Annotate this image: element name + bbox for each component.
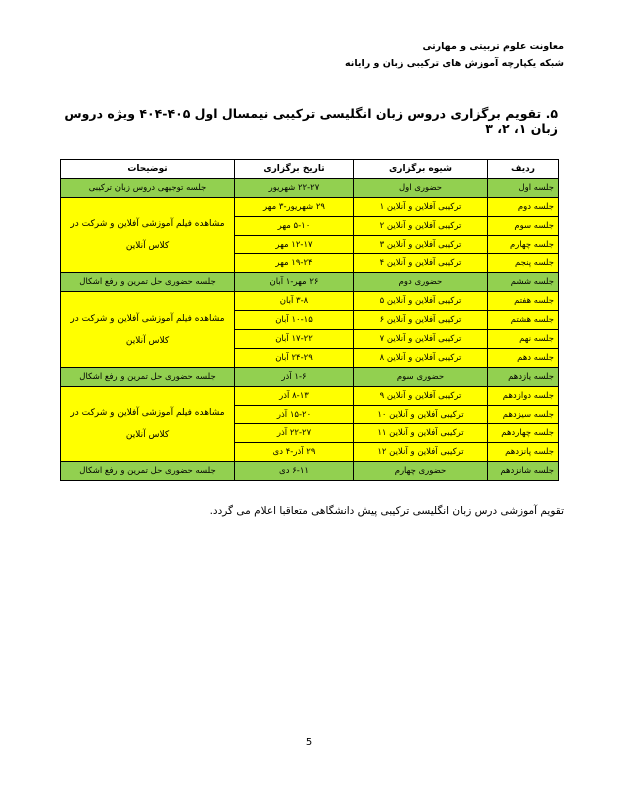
header-line-1: معاونت علوم تربیتی و مهارتی: [422, 41, 564, 52]
session-note: جلسه توجیهی دروس زبان ترکیبی: [61, 178, 235, 197]
session-label: جلسه سوم: [488, 216, 559, 235]
session-method: ترکیبی آفلاین و آنلاین ۱۱: [354, 424, 488, 443]
session-method: ترکیبی آفلاین و آنلاین ۱۲: [354, 443, 488, 462]
session-date: ۸-۱۳ آذر: [235, 386, 354, 405]
session-label: جلسه پنجم: [488, 254, 559, 273]
table-header-row: [61, 160, 559, 179]
table-row: [61, 462, 559, 481]
session-label: جلسه دوم: [488, 197, 559, 216]
table-row: [61, 386, 559, 405]
session-date: ۱۷-۲۲ آبان: [235, 330, 354, 349]
session-label: جلسه ششم: [488, 273, 559, 292]
page-header: [345, 38, 564, 72]
table-row: [61, 178, 559, 197]
session-label: جلسه پانزدهم: [488, 443, 559, 462]
session-label: جلسه سیزدهم: [488, 405, 559, 424]
session-method: ترکیبی آفلاین و آنلاین ۱: [354, 197, 488, 216]
header-row-label: ردیف: [488, 160, 559, 179]
session-method: ترکیبی آفلاین و آنلاین ۶: [354, 311, 488, 330]
header-date: تاریخ برگزاری: [235, 160, 354, 179]
session-date: ۱۹-۲۴ مهر: [235, 254, 354, 273]
session-label: جلسه چهاردهم: [488, 424, 559, 443]
table-row: [61, 197, 559, 216]
session-method: حضوری دوم: [354, 273, 488, 292]
session-date: ۲۲-۲۷ شهریور: [235, 178, 354, 197]
page-number: 5: [305, 737, 313, 748]
session-date: ۱-۶ آذر: [235, 367, 354, 386]
session-date: ۲۴-۲۹ آبان: [235, 348, 354, 367]
session-label: جلسه نهم: [488, 330, 559, 349]
session-method: ترکیبی آفلاین و آنلاین ۱۰: [354, 405, 488, 424]
session-label: جلسه هفتم: [488, 292, 559, 311]
session-method: حضوری چهارم: [354, 462, 488, 481]
session-method: حضوری اول: [354, 178, 488, 197]
section-title: ۵. تقویم برگزاری دروس زبان انگلیسی ترکیبی نیمسال اول ۴۰۵-۴۰۴ ویژه دروس زبان ۱، ۲، ۳: [64, 106, 558, 136]
session-method: ترکیبی آفلاین و آنلاین ۴: [354, 254, 488, 273]
header-notes: توضیحات: [61, 160, 235, 179]
session-note: مشاهده فیلم آموزشی آفلاین و شرکت در کلاس آنلاین: [61, 386, 235, 462]
session-date: ۵-۱۰ مهر: [235, 216, 354, 235]
session-label: جلسه دهم: [488, 348, 559, 367]
session-method: ترکیبی آفلاین و آنلاین ۷: [354, 330, 488, 349]
session-date: ۲۹ شهریور-۳ مهر: [235, 197, 354, 216]
header-method: شیوه برگزاری: [354, 160, 488, 179]
session-method: ترکیبی آفلاین و آنلاین ۵: [354, 292, 488, 311]
header-line-2: شبکه یکپارچه آموزش های ترکیبی زبان و رایانه: [345, 58, 564, 69]
session-date: ۲۹ آذر-۴ دی: [235, 443, 354, 462]
session-date: ۱۰-۱۵ آبان: [235, 311, 354, 330]
table-row: [61, 273, 559, 292]
session-label: جلسه شانزدهم: [488, 462, 559, 481]
session-note: جلسه حضوری حل تمرین و رفع اشکال: [61, 462, 235, 481]
session-method: ترکیبی آفلاین و آنلاین ۳: [354, 235, 488, 254]
footer-note: تقویم آموزشی درس زبان انگلیسی ترکیبی پیش دانشگاهی متعاقبا اعلام می گردد.: [209, 505, 564, 517]
table-row: [61, 367, 559, 386]
session-date: ۱۲-۱۷ مهر: [235, 235, 354, 254]
session-date: ۲۲-۲۷ آذر: [235, 424, 354, 443]
schedule-table: [60, 159, 559, 481]
session-label: جلسه اول: [488, 178, 559, 197]
session-note: جلسه حضوری حل تمرین و رفع اشکال: [61, 273, 235, 292]
session-label: جلسه هشتم: [488, 311, 559, 330]
session-label: جلسه دوازدهم: [488, 386, 559, 405]
session-note: مشاهده فیلم آموزشی آفلاین و شرکت در کلاس آنلاین: [61, 197, 235, 273]
session-note: جلسه حضوری حل تمرین و رفع اشکال: [61, 367, 235, 386]
session-date: ۲۶ مهر-۱ آبان: [235, 273, 354, 292]
session-method: ترکیبی آفلاین و آنلاین ۹: [354, 386, 488, 405]
session-date: ۱۵-۲۰ آذر: [235, 405, 354, 424]
session-date: ۶-۱۱ دی: [235, 462, 354, 481]
session-method: ترکیبی آفلاین و آنلاین ۲: [354, 216, 488, 235]
session-note: مشاهده فیلم آموزشی آفلاین و شرکت در کلاس آنلاین: [61, 292, 235, 368]
session-label: جلسه چهارم: [488, 235, 559, 254]
session-date: ۳-۸ آبان: [235, 292, 354, 311]
session-method: حضوری سوم: [354, 367, 488, 386]
session-method: ترکیبی آفلاین و آنلاین ۸: [354, 348, 488, 367]
table-row: [61, 292, 559, 311]
session-label: جلسه یازدهم: [488, 367, 559, 386]
